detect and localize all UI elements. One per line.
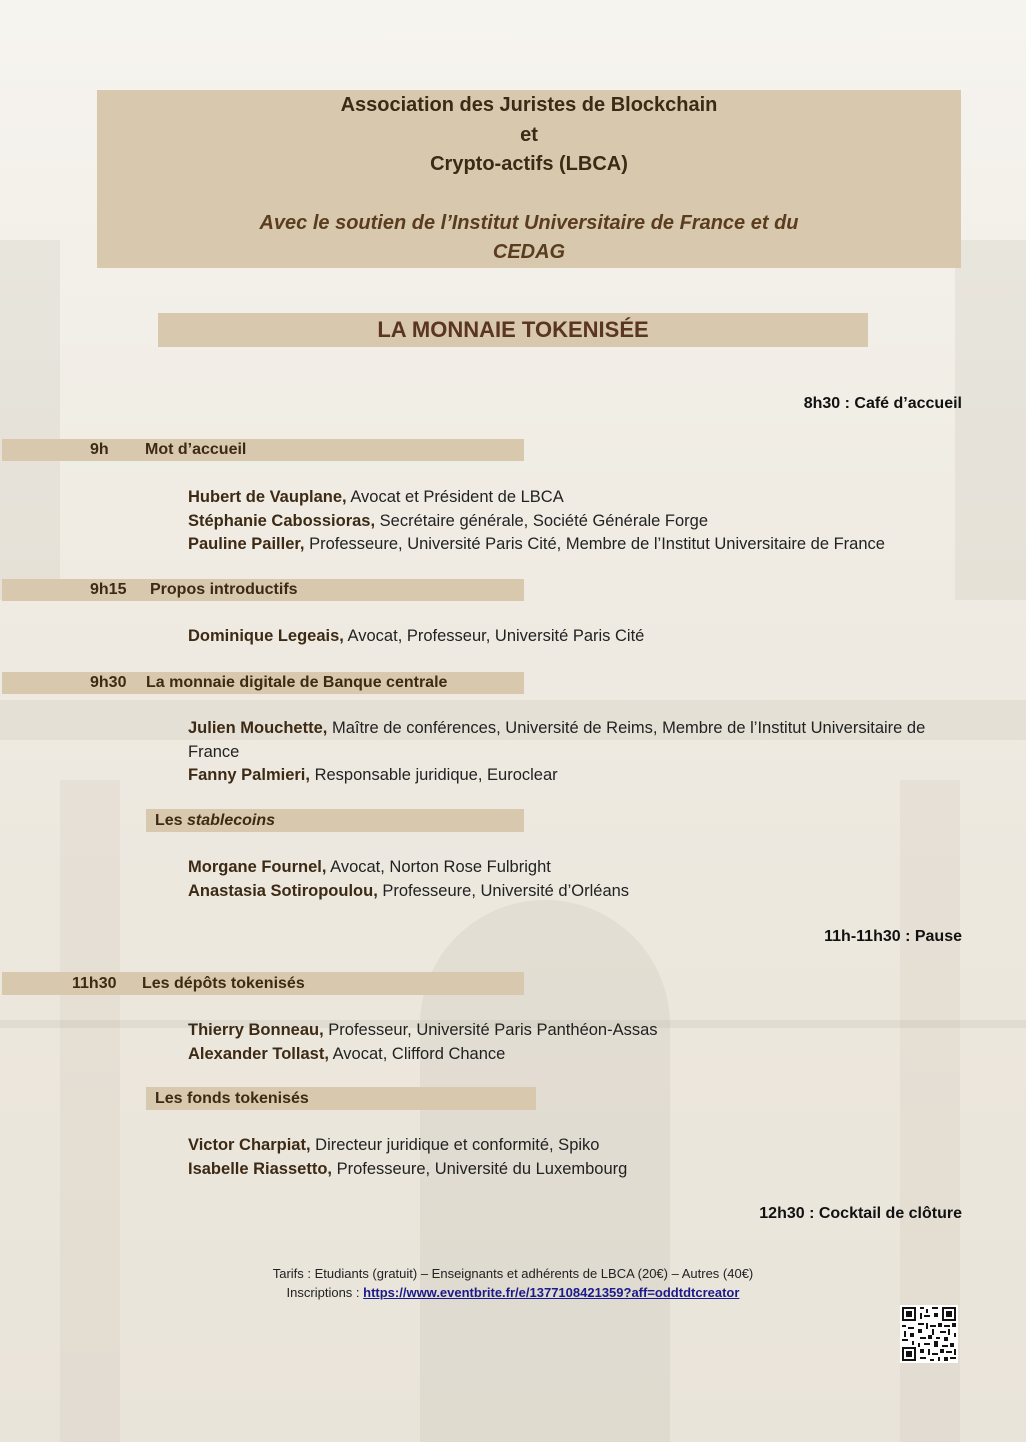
organizer-line-2: et bbox=[520, 124, 538, 146]
qr-code-icon[interactable] bbox=[900, 1305, 958, 1363]
registration-link[interactable]: https://www.eventbrite.fr/e/1377108421359?aff=oddtdtcreator bbox=[363, 1285, 740, 1300]
speaker-sep: , bbox=[339, 627, 344, 645]
speaker-name: Julien Mouchette bbox=[188, 719, 323, 737]
speaker-name: Pauline Pailler bbox=[188, 535, 300, 553]
speaker-role: Professeur, Université Paris Panthéon-Assas bbox=[323, 1021, 658, 1039]
support-line-1: Avec le soutien de l’Institut Universitaire de France et du bbox=[259, 212, 799, 234]
speaker-entry bbox=[188, 1134, 968, 1158]
speaker-role: Professeure, Université d’Orléans bbox=[377, 881, 630, 900]
speaker-list bbox=[188, 1019, 968, 1066]
speaker-list bbox=[188, 1134, 968, 1181]
session-title: Propos introductifs bbox=[150, 581, 298, 598]
session-title: Les dépôts tokenisés bbox=[142, 975, 305, 992]
session-band bbox=[2, 439, 524, 461]
subsession-title: Les fonds tokenisés bbox=[155, 1090, 309, 1107]
speaker-list bbox=[188, 717, 973, 788]
registration-label: Inscriptions : bbox=[286, 1285, 364, 1300]
speaker-sep: , bbox=[322, 719, 328, 737]
break-pause: 11h-11h30 : Pause bbox=[824, 928, 962, 945]
speaker-sep: , bbox=[373, 881, 378, 900]
subsession-italic: stablecoins bbox=[187, 812, 276, 829]
organizer-line-1: Association des Juristes de Blockchain bbox=[340, 94, 718, 116]
support-line-2: CEDAG bbox=[492, 241, 566, 263]
speaker-entry bbox=[188, 717, 973, 764]
speaker-name: Thierry Bonneau bbox=[188, 1021, 320, 1039]
speaker-sep: , bbox=[299, 535, 305, 553]
speaker-entry bbox=[188, 625, 968, 649]
session-title: Mot d’accueil bbox=[145, 441, 247, 458]
speaker-entry bbox=[188, 510, 968, 534]
speaker-entry bbox=[188, 764, 973, 788]
session-time: 11h30 bbox=[72, 975, 117, 992]
speaker-sep: , bbox=[342, 488, 347, 506]
speaker-sep: , bbox=[321, 858, 327, 876]
speaker-sep: , bbox=[324, 1044, 329, 1063]
speaker-sep: , bbox=[305, 1136, 311, 1154]
speaker-sep: , bbox=[327, 1159, 332, 1178]
pricing-text: Tarifs : Etudiants (gratuit) – Enseignants et adhérents de LBCA (20€) – Autres (40€) bbox=[272, 1266, 754, 1281]
speaker-role: Avocat, Norton Rose Fulbright bbox=[326, 858, 551, 876]
speaker-role: Avocat, Professeur, Université Paris Cité bbox=[343, 627, 645, 645]
speaker-name: Fanny Palmieri bbox=[188, 766, 306, 784]
page-title: LA MONNAIE TOKENISÉE bbox=[158, 313, 868, 347]
organizer-line-3: Crypto-actifs (LBCA) bbox=[430, 153, 628, 175]
speaker-entry bbox=[188, 533, 968, 557]
speaker-entry bbox=[188, 1043, 968, 1067]
speaker-name: Alexander Tollast bbox=[188, 1044, 325, 1063]
speaker-role: Directeur juridique et conformité, Spiko bbox=[310, 1136, 600, 1154]
speaker-name: Stéphanie Cabossioras bbox=[188, 511, 371, 530]
speaker-list bbox=[188, 625, 968, 649]
speaker-name: Isabelle Riassetto bbox=[188, 1159, 328, 1178]
speaker-role: Avocat, Clifford Chance bbox=[328, 1044, 506, 1063]
speaker-role: Responsable juridique, Euroclear bbox=[309, 766, 558, 784]
speaker-name: Morgane Fournel bbox=[188, 858, 322, 876]
speaker-name: Victor Charpiat bbox=[188, 1136, 306, 1154]
session-title: La monnaie digitale de Banque centrale bbox=[146, 674, 448, 691]
speaker-list bbox=[188, 856, 968, 903]
speaker-entry bbox=[188, 1158, 968, 1182]
session-time: 9h30 bbox=[90, 674, 127, 691]
session-time: 9h bbox=[90, 441, 109, 458]
speaker-entry bbox=[188, 486, 968, 510]
speaker-role: Professeure, Université du Luxembourg bbox=[332, 1159, 628, 1178]
subsession-title bbox=[155, 810, 275, 832]
speaker-entry bbox=[188, 880, 968, 904]
speaker-name: Anastasia Sotiropoulou bbox=[188, 881, 374, 900]
speaker-name: Dominique Legeais bbox=[188, 627, 340, 645]
header-block bbox=[97, 90, 961, 268]
subsession-prefix: Les bbox=[155, 812, 188, 829]
speaker-role: Professeure, Université Paris Cité, Membre de l’Institut Universitaire de France bbox=[304, 535, 885, 553]
session-time: 9h15 bbox=[90, 581, 127, 598]
speaker-role: Maître de conférences, Université de Reims, Membre de l’Institut Universitaire de France bbox=[188, 719, 926, 761]
speaker-sep: , bbox=[319, 1021, 324, 1039]
speaker-role: Secrétaire générale, Société Générale Forge bbox=[375, 511, 709, 530]
break-cocktail: 12h30 : Cocktail de clôture bbox=[759, 1205, 962, 1222]
speaker-name: Hubert de Vauplane bbox=[188, 488, 343, 506]
speaker-sep: , bbox=[305, 766, 310, 784]
speaker-role: Avocat et Président de LBCA bbox=[346, 488, 564, 506]
speaker-list bbox=[188, 486, 968, 557]
break-cafe: 8h30 : Café d’accueil bbox=[803, 395, 962, 412]
registration-line bbox=[0, 1285, 1026, 1300]
speaker-entry bbox=[188, 1019, 968, 1043]
speaker-entry bbox=[188, 856, 968, 880]
speaker-sep: , bbox=[370, 511, 376, 530]
